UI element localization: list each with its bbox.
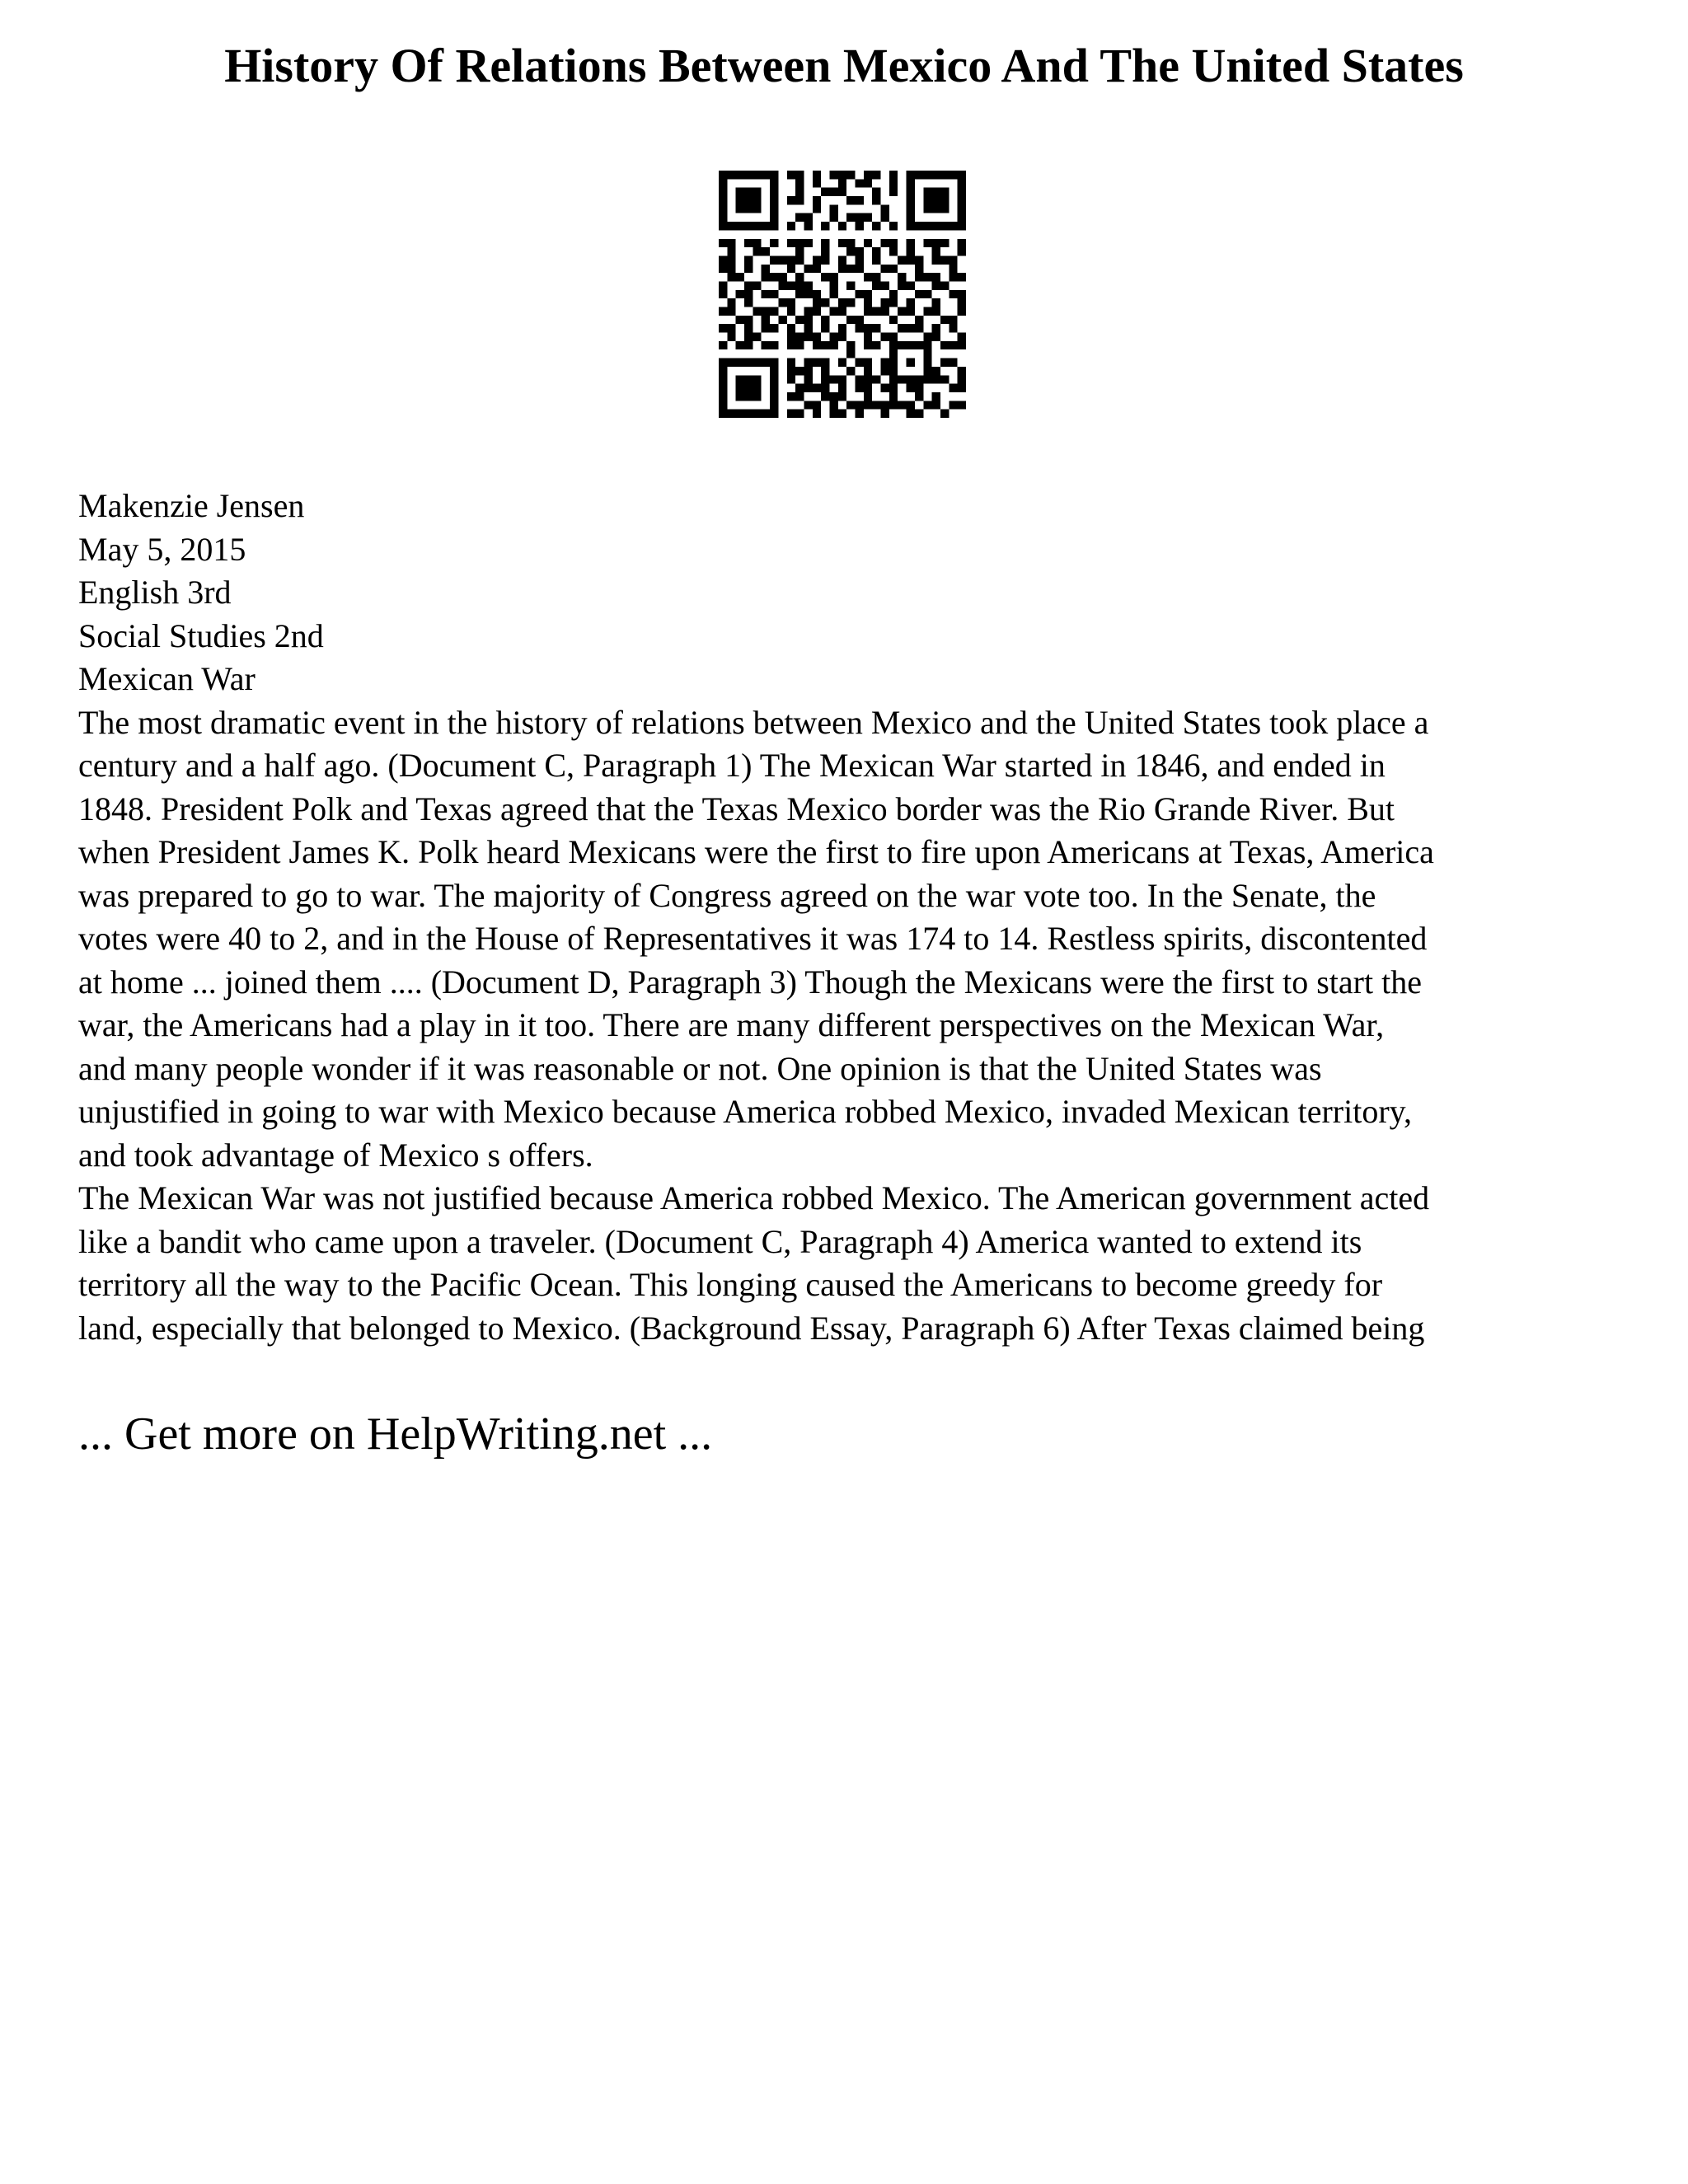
get-more-link[interactable]: ... Get more on HelpWriting.net ... (78, 1408, 713, 1460)
class-social-studies: Social Studies 2nd (78, 616, 324, 654)
paragraph-1-line: century and a half ago. (Document C, Paragraph 1) The Mexican War started in 1846, and ended in (78, 747, 1386, 784)
paragraph-2-line: land, especially that belonged to Mexico. (Background Essay, Paragraph 6) After Texas claimed being (78, 1309, 1425, 1347)
essay-date: May 5, 2015 (78, 530, 246, 568)
paragraph-1-line: when President James K. Polk heard Mexicans were the first to fire upon Americans at Texas, America (78, 833, 1434, 870)
paragraph-1-line: and many people wonder if it was reasonable or not. One opinion is that the United States was (78, 1049, 1322, 1087)
document-title: History Of Relations Between Mexico And The United States (224, 39, 1464, 92)
paragraph-2-line: territory all the way to the Pacific Ocean. This longing caused the Americans to become greedy for (78, 1266, 1383, 1303)
class-english: English 3rd (78, 574, 232, 611)
paragraph-1-line: 1848. President Polk and Texas agreed that the Texas Mexico border was the Rio Grande River. But (78, 790, 1395, 827)
essay-subject: Mexican War (78, 660, 256, 697)
paragraph-1-line: and took advantage of Mexico s offers. (78, 1136, 593, 1174)
paragraph-2-line: The Mexican War was not justified because America robbed Mexico. The American government acted (78, 1179, 1430, 1216)
paragraph-2-line: like a bandit who came upon a traveler. (Document C, Paragraph 4) America wanted to extend its (78, 1222, 1362, 1260)
essay-body (78, 485, 1620, 1350)
author-name: Makenzie Jensen (78, 487, 305, 524)
paragraph-1-line: votes were 40 to 2, and in the House of Representatives it was 174 to 14. Restless spirits, discontented (78, 920, 1428, 957)
paragraph-1-line: war, the Americans had a play in it too. There are many different perspectives on the Mexican War, (78, 1006, 1385, 1043)
paragraph-1-line: The most dramatic event in the history of relations between Mexico and the United States took place a (78, 703, 1429, 741)
paragraph-1-line: unjustified in going to war with Mexico because America robbed Mexico, invaded Mexican territory, (78, 1093, 1413, 1130)
paragraph-1-line: at home ... joined them .... (Document D, Paragraph 3) Though the Mexicans were the first to start the (78, 963, 1422, 1001)
paragraph-1-line: was prepared to go to war. The majority of Congress agreed on the war vote too. In the Senate, the (78, 876, 1376, 914)
qr-code-icon[interactable] (719, 171, 966, 418)
